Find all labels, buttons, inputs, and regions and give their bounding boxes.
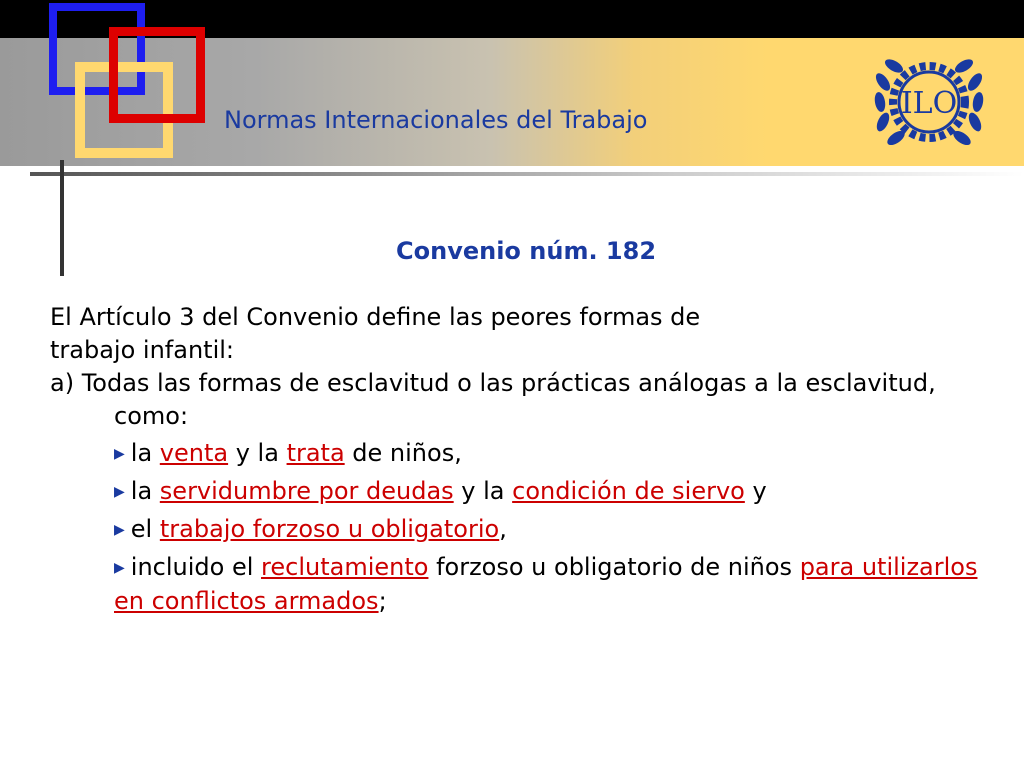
bullet-item: ▶ el trabajo forzoso u obligatorio,: [114, 515, 507, 543]
ilo-logo: [866, 50, 992, 154]
slide-body: [50, 301, 1000, 618]
link-venta[interactable]: venta: [159, 439, 229, 467]
link-reclutamiento[interactable]: reclutamiento: [261, 553, 429, 581]
triangle-right-icon: ▶: [114, 446, 125, 462]
link-condicion-de-siervo[interactable]: condición de siervo: [512, 477, 745, 505]
triangle-right-icon: ▶: [114, 522, 125, 538]
triangle-right-icon: ▶: [114, 484, 125, 500]
link-trabajo-forzoso[interactable]: trabajo forzoso u obligatorio: [159, 515, 500, 543]
red-square-decoration: [109, 27, 205, 123]
intro-line-1: El Artículo 3 del Convenio define las peores formas de: [50, 303, 701, 331]
item-a: a) Todas las formas de esclavitud o las prácticas análogas a la esclavitud, como:: [50, 369, 936, 430]
header-title: Normas Internacionales del Trabajo: [224, 106, 648, 134]
bullet-item: ▶ la servidumbre por deudas y la condición de siervo y: [114, 477, 767, 505]
slide-title: Convenio núm. 182: [396, 237, 657, 265]
link-conflictos-armados[interactable]: para utilizarlos en conflictos armados: [114, 553, 978, 615]
bullet-item: ▶ incluido el reclutamiento forzoso u obligatorio de niños para utilizarlos en conflictos armados;: [114, 553, 978, 615]
link-servidumbre-por-deudas[interactable]: servidumbre por deudas: [159, 477, 454, 505]
vertical-rule: [60, 160, 64, 276]
bullet-item: ▶ la venta y la trata de niños,: [114, 439, 462, 467]
intro-line-2: trabajo infantil:: [50, 336, 234, 364]
triangle-right-icon: ▶: [114, 560, 125, 576]
link-trata[interactable]: trata: [286, 439, 345, 467]
logo-text: ILO: [900, 86, 958, 121]
header-rule: [30, 172, 1024, 176]
